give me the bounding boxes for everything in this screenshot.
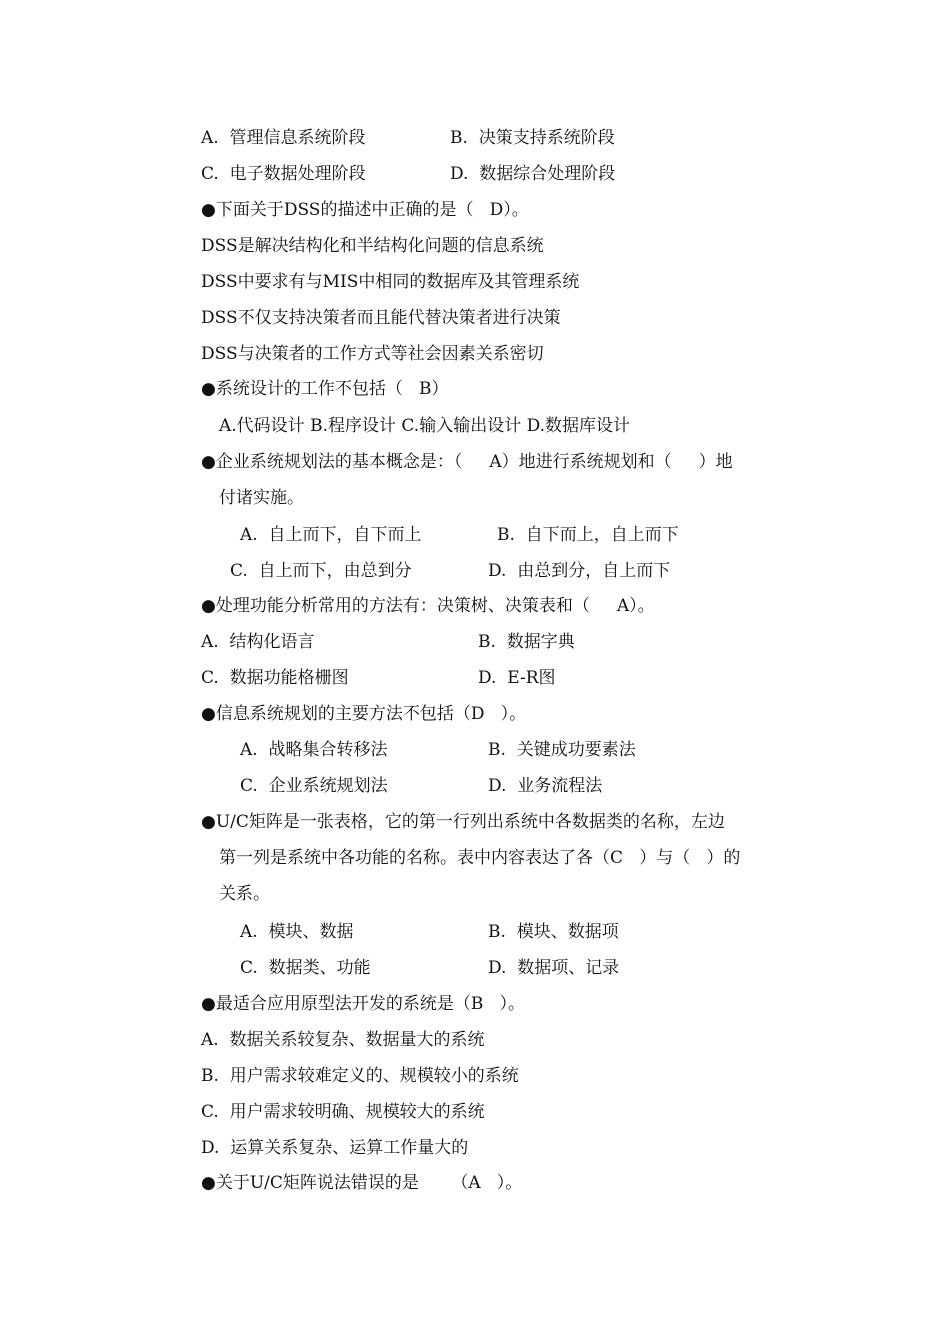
option-line: DSS是解决结构化和半结构化问题的信息系统 — [201, 236, 544, 256]
option-c: C. 数据类、功能 — [240, 958, 371, 978]
option-c: C. 自上而下，由总到分 — [230, 561, 412, 581]
option-a: A. 自上而下，自下而上 — [240, 525, 422, 545]
question-uc-matrix: ●U/C矩阵是一张表格，它的第一行列出系统中各数据类的名称，左边 — [201, 812, 725, 832]
option-a: A. 管理信息系统阶段 — [201, 128, 366, 148]
question-uc-matrix-error: ●关于U/C矩阵说法错误的是 （A ）。 — [201, 1173, 523, 1193]
option-b: B. 模块、数据项 — [488, 922, 619, 942]
option-b: B. 用户需求较难定义的、规模较小的系统 — [201, 1066, 519, 1086]
option-d: D. 数据项、记录 — [488, 958, 620, 978]
option-a: A. 战略集合转移法 — [240, 740, 388, 760]
option-d: D. 数据综合处理阶段 — [450, 164, 616, 184]
option-d: D. 由总到分，自上而下 — [488, 561, 671, 581]
option-line: DSS中要求有与MIS中相同的数据库及其管理系统 — [201, 272, 580, 292]
question-uc-matrix-continued: 第一列是系统中各功能的名称。表中内容表达了各（C ）与（ ）的 — [219, 848, 741, 868]
question-bsp: ●企业系统规划法的基本概念是：（ A）地进行系统规划和（ ）地 — [201, 452, 733, 472]
option-c: C. 用户需求较明确、规模较大的系统 — [201, 1102, 485, 1122]
option-b: B. 数据字典 — [478, 632, 575, 652]
option-b: B. 自下而上，自上而下 — [497, 525, 679, 545]
question-prototyping: ●最适合应用原型法开发的系统是（B ）。 — [201, 994, 526, 1014]
option-c: C. 电子数据处理阶段 — [201, 164, 366, 184]
option-a: A. 模块、数据 — [240, 922, 354, 942]
option-d: D. E-R图 — [478, 668, 556, 688]
question-dss: ●下面关于DSS的描述中正确的是（ D）。 — [201, 200, 529, 220]
option-a: A. 结构化语言 — [201, 632, 315, 652]
option-d: D. 运算关系复杂、运算工作量大的 — [201, 1138, 469, 1158]
options-inline: A.代码设计 B.程序设计 C.输入输出设计 D.数据库设计 — [219, 416, 631, 436]
option-a: A. 数据关系较复杂、数据量大的系统 — [201, 1030, 485, 1050]
option-b: B. 关键成功要素法 — [488, 740, 636, 760]
option-c: C. 企业系统规划法 — [240, 776, 388, 796]
option-line: DSS与决策者的工作方式等社会因素关系密切 — [201, 344, 544, 364]
option-c: C. 数据功能格栅图 — [201, 668, 349, 688]
option-d: D. 业务流程法 — [488, 776, 603, 796]
option-b: B. 决策支持系统阶段 — [450, 128, 615, 148]
question-system-design: ●系统设计的工作不包括（ B） — [201, 379, 449, 399]
question-bsp-continued: 付诸实施。 — [219, 488, 304, 508]
option-line: DSS不仅支持决策者而且能代替决策者进行决策 — [201, 308, 561, 328]
question-is-planning: ●信息系统规划的主要方法不包括（D ）。 — [201, 704, 527, 724]
question-uc-matrix-continued: 关系。 — [219, 884, 270, 904]
question-function-analysis: ●处理功能分析常用的方法有：决策树、决策表和（ A）。 — [201, 596, 655, 616]
